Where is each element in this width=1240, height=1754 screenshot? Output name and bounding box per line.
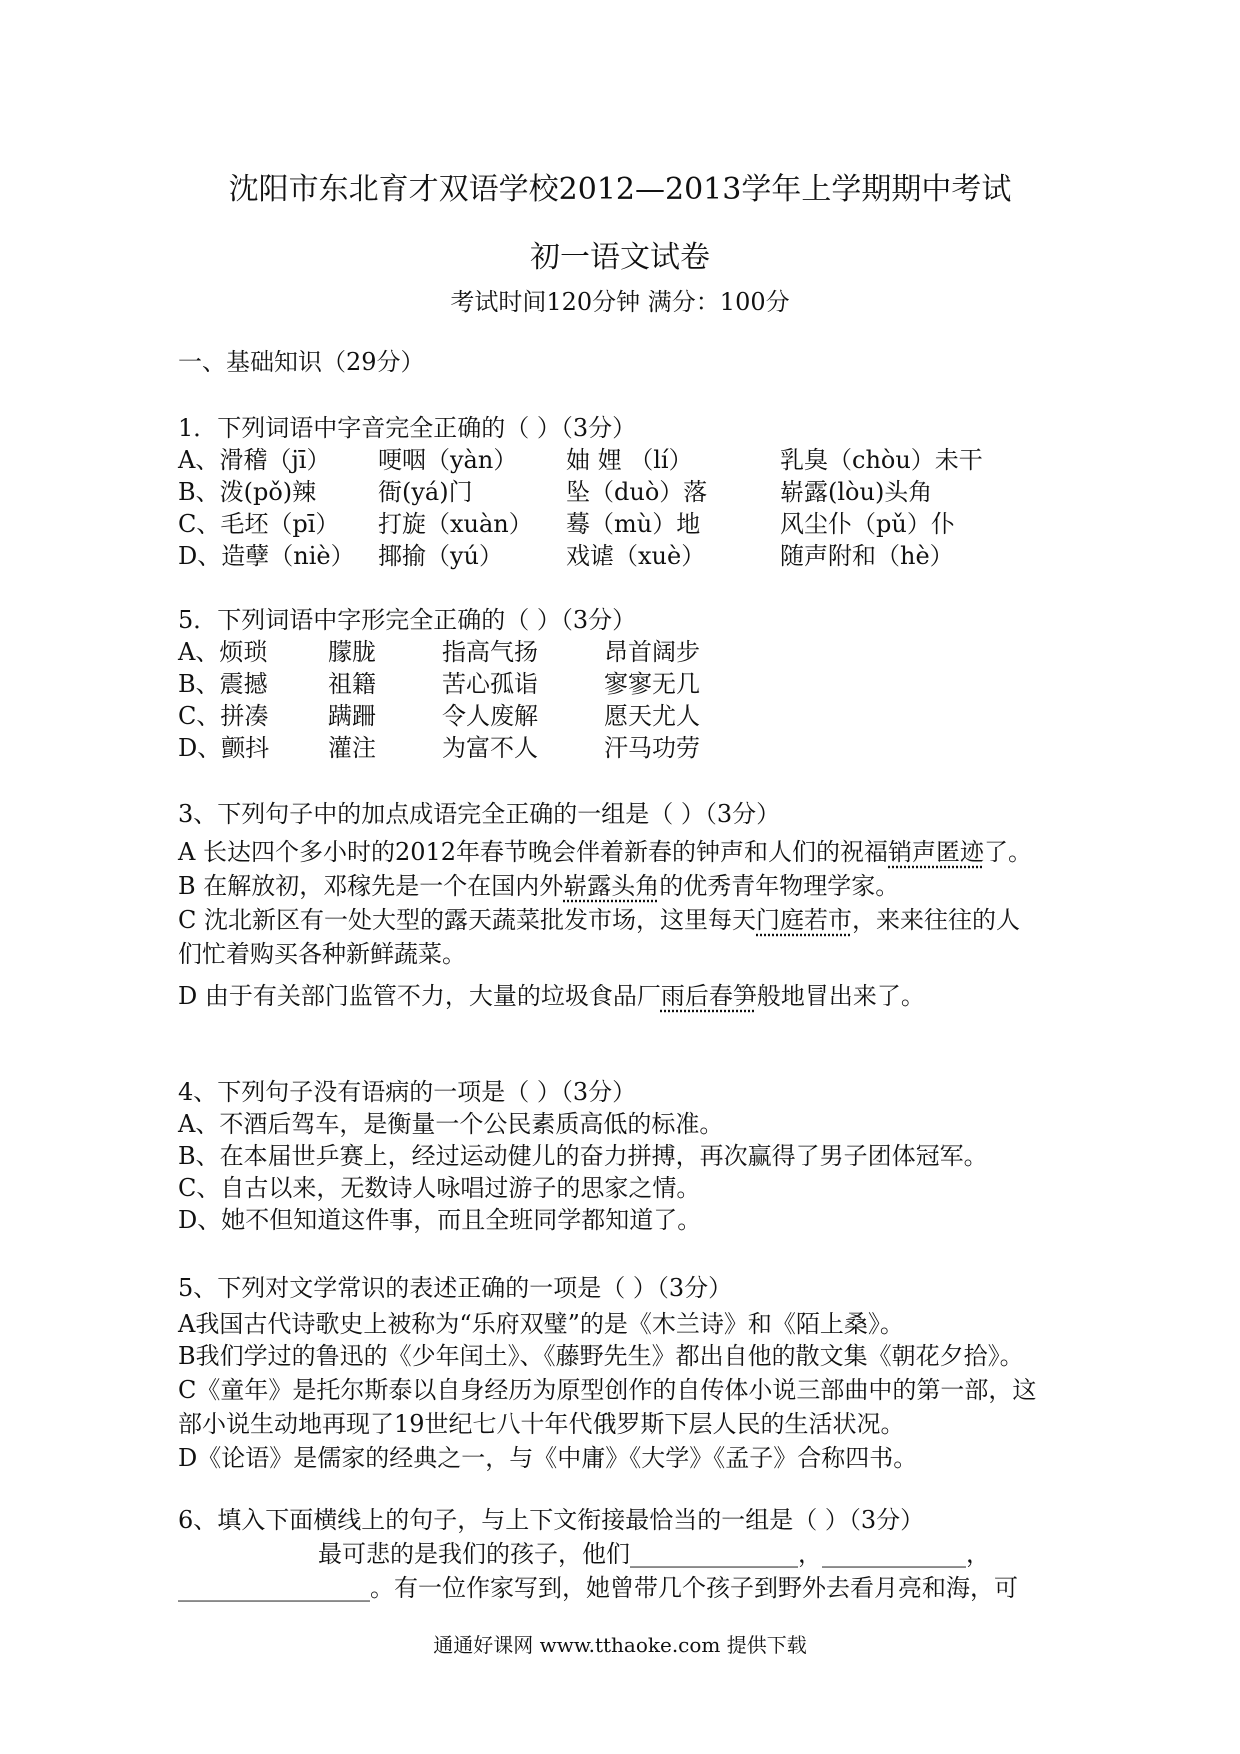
q2-option: B、震撼 (178, 670, 268, 698)
q6-stem: 6、填入下面横线上的句子，与上下文衔接最恰当的一组是（ ）（3分） (178, 1506, 925, 1534)
q1-option: B、泼(pǒ)辣 (178, 478, 317, 506)
q5-line: C《童年》是托尔斯泰以自身经历为原型创作的自传体小说三部曲中的第一部，这 (178, 1376, 1037, 1404)
q2-option: 朦胧 (328, 638, 376, 666)
exam-title: 沈阳市东北育才双语学校2012—2013学年上学期期中考试 (228, 172, 1012, 207)
q3-stem: 3、下列句子中的加点成语完全正确的一组是（ ）（3分） (178, 800, 781, 828)
section-heading: 一、基础知识（29分） (178, 348, 425, 376)
q1-option: 崭露(lòu)头角 (780, 478, 933, 506)
q2-option: 令人废解 (442, 702, 538, 730)
q2-option: 苦心孤诣 (442, 670, 538, 698)
q1-option: 乳臭（chòu）未干 (780, 446, 983, 474)
q4-option: C、自古以来，无数诗人咏唱过游子的思家之情。 (178, 1174, 701, 1202)
option-text: C 沈北新区有一处大型的露天蔬菜批发市场，这里每天 (178, 906, 756, 934)
q2-option: 汗马功劳 (604, 734, 700, 762)
q1-option: A、滑稽（jī） (178, 446, 331, 474)
option-text: B 在解放初，邓稼先是一个在国内外 (178, 872, 564, 900)
q3-option-a (178, 835, 1032, 869)
dotted-idiom: 销声匿迹 (888, 838, 985, 866)
q2-option: D、颤抖 (178, 734, 270, 762)
q5-line: B我们学过的鲁迅的《少年闰土》、《藤野先生》都出自他的散文集《朝花夕拾》。 (178, 1342, 1024, 1370)
q3-option-d (178, 979, 925, 1013)
q1-option: D、造孽（niè） (178, 542, 355, 570)
q1-option: 妯 娌 （lí） (566, 446, 693, 474)
q1-option: 衙(yá)门 (378, 478, 473, 506)
q2-option: 祖籍 (328, 670, 376, 698)
option-text: 了。 (984, 838, 1033, 866)
q2-option: 蹒跚 (328, 702, 376, 730)
exam-subtitle: 初一语文试卷 (530, 240, 710, 275)
q5-stem: 5、下列对文学常识的表述正确的一项是（ ）（3分） (178, 1274, 733, 1302)
q2-option: 为富不人 (442, 734, 538, 762)
q1-option: 打旋（xuàn） (378, 510, 533, 538)
option-text: A 长达四个多小时的2012年春节晚会伴着新春的钟声和人们的祝福 (178, 838, 889, 866)
q4-option: B、在本届世乒赛上，经过运动健儿的奋力拼搏，再次赢得了男子团体冠军。 (178, 1142, 988, 1170)
q3-option-c-cont: 们忙着购买各种新鲜蔬菜。 (178, 940, 466, 968)
q1-stem: 1．下列词语中字音完全正确的（ ）（3分） (178, 414, 637, 442)
q4-stem: 4、下列句子没有语病的一项是（ ）（3分） (178, 1078, 637, 1106)
option-text: 般地冒出来了。 (756, 982, 925, 1010)
q3-option-b (178, 869, 899, 903)
q1-option: 哽咽（yàn） (378, 446, 518, 474)
option-text: ，来来往往的人 (852, 906, 1020, 934)
q2-option: 指高气扬 (442, 638, 538, 666)
q5-line: A我国古代诗歌史上被称为“乐府双璧”的是《木兰诗》和《陌上桑》。 (178, 1310, 904, 1338)
dotted-idiom: 雨后春笋 (660, 982, 757, 1010)
q6-line: ________________。有一位作家写到，她曾带几个孩子到野外去看月亮和海，可 (178, 1574, 1018, 1602)
exam-info: 考试时间120分钟 满分：100分 (450, 288, 790, 316)
q1-option: 随声附和（hè） (780, 542, 954, 570)
q2-option: 灌注 (328, 734, 376, 762)
q3-option-c (178, 903, 1020, 937)
q2-option: A、烦琐 (178, 638, 268, 666)
q2-stem: 5．下列词语中字形完全正确的（ ）（3分） (178, 606, 637, 634)
q1-option: 戏谑（xuè） (566, 542, 706, 570)
q5-line: 部小说生动地再现了19世纪七八十年代俄罗斯下层人民的生活状况。 (178, 1410, 905, 1438)
q1-option: 蓦（mù）地 (566, 510, 701, 538)
q2-option: C、拼凑 (178, 702, 269, 730)
option-text: D 由于有关部门监管不力，大量的垃圾食品厂 (178, 982, 661, 1010)
option-text: 的优秀青年物理学家。 (659, 872, 900, 900)
dotted-idiom: 门庭若市 (756, 906, 852, 934)
q1-option: C、毛坯（pī） (178, 510, 340, 538)
q6-line: 最可悲的是我们的孩子，他们______________，____________， (318, 1540, 990, 1568)
q2-option: 昂首阔步 (604, 638, 700, 666)
q4-option: D、她不但知道这件事，而且全班同学都知道了。 (178, 1206, 702, 1234)
q1-option: 揶揄（yú） (378, 542, 504, 570)
q2-option: 寥寥无几 (604, 670, 700, 698)
q1-option: 风尘仆（pǔ）仆 (780, 510, 955, 538)
q1-option: 坠（duò）落 (566, 478, 708, 506)
page-footer: 通通好课网 www.tthaoke.com 提供下载 (433, 1633, 807, 1657)
q2-option: 愿天尤人 (604, 702, 700, 730)
dotted-idiom: 崭露头角 (563, 872, 660, 900)
q5-line: D《论语》是儒家的经典之一，与《中庸》《大学》《孟子》合称四书。 (178, 1444, 918, 1472)
q4-option: A、不酒后驾车，是衡量一个公民素质高低的标准。 (178, 1110, 724, 1138)
